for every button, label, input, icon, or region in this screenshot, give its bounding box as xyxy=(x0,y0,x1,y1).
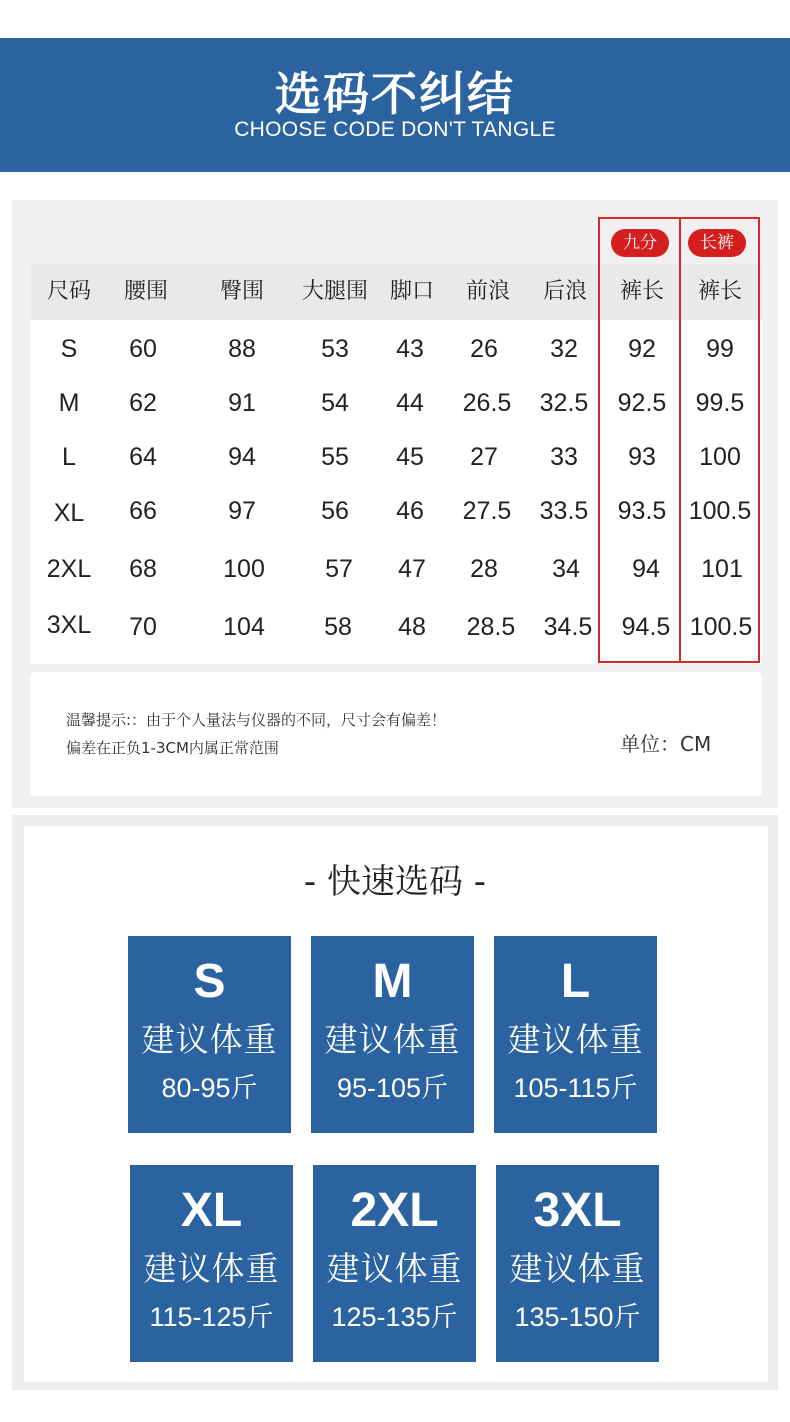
table-cell: 94 xyxy=(228,443,256,471)
tile-size: 3XL xyxy=(533,1184,622,1237)
size-tile-l[interactable] xyxy=(494,936,657,1133)
table-cell: 100.5 xyxy=(689,613,753,641)
tile-size: XL xyxy=(180,1184,243,1237)
tile-weight-range: 105-115斤 xyxy=(513,1073,638,1103)
col-header-hem: 脚口 xyxy=(389,279,434,304)
table-cell: 47 xyxy=(398,555,426,583)
table-cell: 101 xyxy=(701,555,743,583)
table-cell: 60 xyxy=(129,335,157,363)
table-cell: 33 xyxy=(550,443,578,471)
col-header-waist: 腰围 xyxy=(123,279,168,304)
table-cell: XL xyxy=(53,499,85,527)
table-cell: 26 xyxy=(470,335,498,363)
col-header-length-cropped: 裤长 xyxy=(619,279,664,304)
table-cell: 3XL xyxy=(46,611,92,639)
table-cell: 57 xyxy=(325,555,353,583)
table-cell: 34 xyxy=(552,555,580,583)
tile-size: 2XL xyxy=(350,1184,439,1237)
badge-cropped-length: 九分 xyxy=(611,229,669,257)
table-cell: 92 xyxy=(628,335,656,363)
banner-title: 选码不纠结 xyxy=(275,67,515,121)
table-cell: M xyxy=(58,389,80,417)
table-cell: 64 xyxy=(129,443,157,471)
table-cell: 55 xyxy=(321,443,349,471)
table-cell: 28.5 xyxy=(466,613,516,641)
badge-full-length: 长裤 xyxy=(688,229,746,257)
table-cell: 97 xyxy=(228,497,256,525)
col-header-thigh: 大腿围 xyxy=(301,279,368,304)
tile-weight-range: 95-105斤 xyxy=(336,1073,449,1103)
tile-weight-range: 115-125斤 xyxy=(149,1302,274,1332)
table-cell: 2XL xyxy=(46,555,92,583)
table-cell: 94.5 xyxy=(621,613,671,641)
tile-label: 建议体重 xyxy=(141,1020,278,1059)
tile-size: M xyxy=(372,955,413,1008)
table-cell: 91 xyxy=(228,389,256,417)
table-cell: 32 xyxy=(550,335,578,363)
col-header-front-rise: 前浪 xyxy=(465,279,510,304)
table-cell: 66 xyxy=(129,497,157,525)
table-cell: 99.5 xyxy=(695,389,745,417)
note-line-2: 偏差在正负1-3CM内属正常范围 xyxy=(66,739,279,757)
table-cell: 93 xyxy=(628,443,656,471)
tile-label: 建议体重 xyxy=(143,1249,280,1288)
tile-size: L xyxy=(560,955,591,1008)
tile-label: 建议体重 xyxy=(507,1020,644,1059)
tile-weight-range: 80-95斤 xyxy=(161,1073,258,1103)
table-cell: 26.5 xyxy=(462,389,512,417)
table-cell: 46 xyxy=(396,497,424,525)
col-header-hip: 臀围 xyxy=(219,279,264,304)
table-cell: 100.5 xyxy=(688,497,752,525)
table-cell: S xyxy=(60,335,78,363)
header-banner xyxy=(0,38,790,172)
table-cell: 88 xyxy=(228,335,256,363)
table-cell: 68 xyxy=(129,555,157,583)
tile-weight-range: 125-135斤 xyxy=(331,1302,458,1332)
tile-size: S xyxy=(193,955,226,1008)
table-cell: 45 xyxy=(396,443,424,471)
table-cell: 32.5 xyxy=(539,389,589,417)
table-cell: 93.5 xyxy=(617,497,667,525)
table-cell: 100 xyxy=(223,555,265,583)
table-cell: 27.5 xyxy=(462,497,512,525)
tile-weight-range: 135-150斤 xyxy=(514,1302,641,1332)
table-cell: 92.5 xyxy=(617,389,667,417)
table-cell: 99 xyxy=(706,335,734,363)
col-header-length-full: 裤长 xyxy=(697,279,742,304)
tile-label: 建议体重 xyxy=(326,1249,463,1288)
table-cell: 54 xyxy=(321,389,349,417)
col-header-size: 尺码 xyxy=(46,279,91,304)
table-cell: 62 xyxy=(129,389,157,417)
table-cell: 70 xyxy=(129,613,157,641)
banner-subtitle: CHOOSE CODE DON'T TANGLE xyxy=(234,118,556,141)
table-cell: 58 xyxy=(324,613,352,641)
size-tile-s[interactable] xyxy=(128,936,291,1133)
size-tile-2xl[interactable] xyxy=(313,1165,476,1362)
table-cell: 27 xyxy=(470,443,498,471)
table-cell: 48 xyxy=(398,613,426,641)
table-cell: 43 xyxy=(396,335,424,363)
note-line-1: 温馨提示:：由于个人量法与仪器的不同，尺寸会有偏差！ xyxy=(66,711,447,729)
table-cell: 56 xyxy=(321,497,349,525)
table-cell: 94 xyxy=(632,555,660,583)
tile-label: 建议体重 xyxy=(324,1020,461,1059)
table-cell: L xyxy=(62,443,76,471)
table-cell: 34.5 xyxy=(543,613,593,641)
table-cell: 33.5 xyxy=(539,497,589,525)
unit-label: 单位：CM xyxy=(620,732,712,756)
size-tile-xl[interactable] xyxy=(130,1165,293,1362)
table-cell: 104 xyxy=(223,613,265,641)
tile-label: 建议体重 xyxy=(509,1249,646,1288)
size-tile-m[interactable] xyxy=(311,936,474,1133)
size-tile-3xl[interactable] xyxy=(496,1165,659,1362)
table-cell: 53 xyxy=(321,335,349,363)
quick-pick-title: - 快速选码 - xyxy=(303,862,487,902)
table-cell: 44 xyxy=(396,389,424,417)
table-cell: 100 xyxy=(699,443,741,471)
col-header-back-rise: 后浪 xyxy=(542,279,587,304)
table-cell: 28 xyxy=(470,555,498,583)
